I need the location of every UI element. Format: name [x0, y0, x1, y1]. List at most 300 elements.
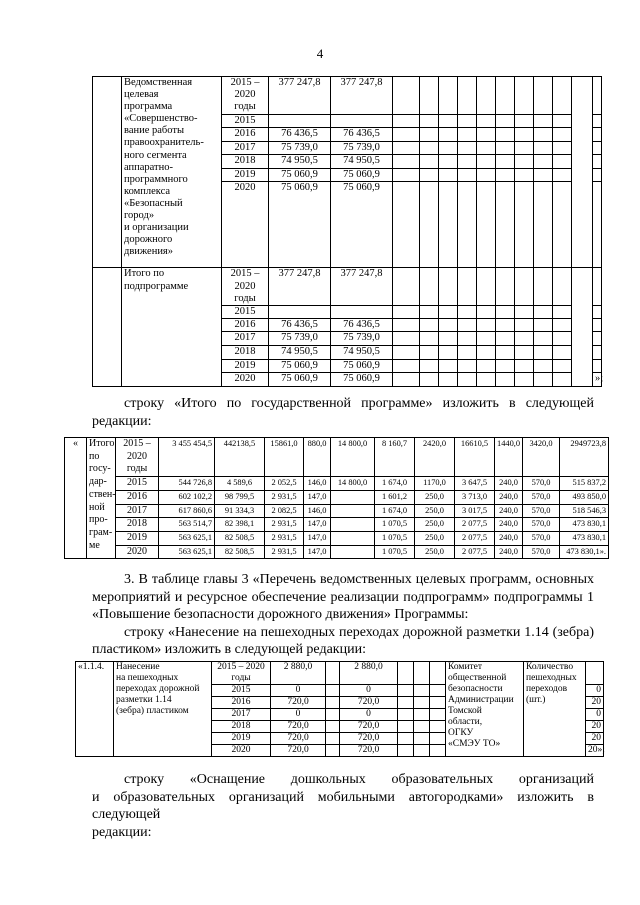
program-total-table	[64, 437, 609, 559]
empty-cell	[534, 346, 553, 360]
value-cell: 16610,5	[455, 438, 495, 477]
value-cell: 147,0	[304, 490, 331, 504]
row-name-line: «Безопасный	[124, 197, 183, 209]
empty-cell	[477, 155, 496, 169]
paragraph-chapter3: 3. В таблице главы 3 «Перечень ведомственных целевых программ, основных мероприятий и ресурсное обеспечение реализации подпрограмм» подпрограммы 1 «Повышение безопасности дорожного движения» Программы: строку «Нанесение на пешеходных переходах дорожной разметки 1.14 (зебра) пластиком» изложить в следующей редакции:	[92, 572, 594, 657]
empty-cell	[458, 115, 477, 128]
indicator-line: пешеходных	[526, 673, 577, 683]
value-cell: 3 713,0	[455, 490, 495, 504]
year-cell: 2017	[222, 332, 269, 346]
value-cell: 3 647,5	[455, 477, 495, 491]
indicator-cell	[572, 77, 593, 268]
empty-cell	[398, 733, 414, 745]
table-row	[65, 490, 609, 504]
row-name-line: госу-	[89, 463, 111, 475]
total-cell: 75 060,9	[269, 168, 331, 182]
value-cell	[331, 518, 375, 532]
paragraph-total-program: строку «Итого по государственной программе» изложить в следующей редакции:	[92, 396, 594, 429]
empty-cell	[515, 128, 534, 142]
year-cell: 2015	[222, 115, 269, 128]
table-row	[65, 477, 609, 491]
empty-cell	[439, 359, 458, 373]
empty-cell	[553, 168, 572, 182]
executor-line: ОГКУ	[448, 728, 474, 738]
empty-cell	[593, 305, 602, 318]
value-cell: 250,0	[415, 504, 455, 518]
empty-cell	[534, 128, 553, 142]
empty-cell	[553, 182, 572, 268]
value-cell: 570,0	[523, 490, 560, 504]
value-cell: 75 060,9	[331, 182, 393, 268]
empty-cell	[458, 77, 477, 115]
empty-cell	[553, 318, 572, 332]
year-cell: 2018	[222, 346, 269, 360]
row-name	[122, 77, 222, 268]
table-row	[65, 531, 609, 545]
empty-cell	[439, 168, 458, 182]
row-name-line: ствен-	[89, 488, 116, 500]
total-cell: 74 950,5	[269, 346, 331, 360]
empty-cell	[458, 332, 477, 346]
table-row	[93, 77, 602, 115]
empty-cell	[458, 141, 477, 155]
value-cell: 15861,0	[265, 438, 304, 477]
table-row	[65, 504, 609, 518]
value-cell: 146,0	[304, 504, 331, 518]
empty-cell	[477, 77, 496, 115]
row-name-line: комплекса	[124, 185, 171, 197]
row-name-line: вание работы	[124, 125, 185, 137]
empty-cell	[430, 709, 446, 721]
empty-cell	[534, 155, 553, 169]
empty-cell	[393, 155, 420, 169]
empty-cell	[326, 721, 340, 733]
value-cell: 1440,0	[495, 438, 523, 477]
empty-cell	[496, 115, 515, 128]
empty-cell	[414, 721, 430, 733]
value-cell: 1 674,0	[375, 477, 415, 491]
table-row	[76, 662, 604, 685]
empty-cell	[593, 141, 602, 155]
value-cell: 82 508,5	[215, 531, 265, 545]
value-cell: 2420,0	[415, 438, 455, 477]
value-cell	[331, 545, 375, 559]
value-cell: 544 726,8	[159, 477, 215, 491]
empty-cell	[414, 662, 430, 685]
value-cell: 570,0	[523, 477, 560, 491]
empty-cell	[414, 745, 430, 757]
year-cell: 2018	[222, 155, 269, 169]
empty-cell	[534, 141, 553, 155]
value-cell: 91 334,3	[215, 504, 265, 518]
empty-cell	[439, 268, 458, 305]
value-cell: 570,0	[523, 518, 560, 532]
value-cell: 2 052,5	[265, 477, 304, 491]
value-cell: 2 077,5	[455, 545, 495, 559]
empty-cell	[420, 268, 439, 305]
empty-cell	[439, 182, 458, 268]
value-cell: 82 398,1	[215, 518, 265, 532]
executor-line: Комитет	[448, 662, 483, 672]
end-cell: »;	[593, 373, 602, 387]
empty-cell	[414, 685, 430, 697]
year-cell: 2015 – 2020 годы	[116, 438, 159, 477]
empty-cell	[326, 662, 340, 685]
row-name-line: дорожного	[124, 234, 173, 246]
value-cell: 75 739,0	[331, 332, 393, 346]
total-cell: 75 060,9	[269, 373, 331, 387]
value-cell: 493 850,0	[560, 490, 609, 504]
empty-cell	[420, 346, 439, 360]
row-name-line: (зебра) пластиком	[116, 706, 189, 716]
empty-cell	[496, 168, 515, 182]
empty-cell	[398, 709, 414, 721]
year-cell: 2015 – 2020 годы	[212, 662, 271, 685]
value-cell: 240,0	[495, 504, 523, 518]
empty-cell	[515, 168, 534, 182]
empty-cell	[398, 685, 414, 697]
value-cell: 1 070,5	[375, 545, 415, 559]
empty-cell	[553, 141, 572, 155]
empty-cell	[439, 155, 458, 169]
empty-cell	[439, 318, 458, 332]
empty-cell	[393, 373, 420, 387]
year-cell: 2018	[116, 518, 159, 532]
empty-cell	[458, 373, 477, 387]
empty-cell	[534, 305, 553, 318]
year-cell: 2015 – 2020 годы	[222, 268, 269, 305]
empty-cell	[534, 268, 553, 305]
value-cell	[331, 531, 375, 545]
empty-cell	[496, 318, 515, 332]
empty-cell	[553, 359, 572, 373]
value-cell: 720,0	[340, 697, 398, 709]
empty-cell	[414, 697, 430, 709]
value-cell: 2 880,0	[340, 662, 398, 685]
executor-line: «СМЭУ ТО»	[448, 739, 501, 749]
value-cell: 2949723,8	[560, 438, 609, 477]
value-cell: 518 546,3	[560, 504, 609, 518]
empty-cell	[534, 318, 553, 332]
empty-cell	[458, 359, 477, 373]
empty-cell	[515, 182, 534, 268]
empty-cell	[393, 182, 420, 268]
value-cell: 2 077,5	[455, 518, 495, 532]
row-name-line: ной	[89, 501, 105, 513]
year-cell: 2015	[116, 477, 159, 491]
value-cell: 563 514,7	[159, 518, 215, 532]
row-name-line: Нанесение	[116, 662, 160, 672]
value-cell: 0	[340, 685, 398, 697]
value-cell: 1 070,5	[375, 531, 415, 545]
year-cell: 2020	[212, 745, 271, 757]
row-name-line: разметки 1.14	[116, 695, 172, 705]
empty-cell	[458, 182, 477, 268]
indicator-value: 0	[586, 685, 604, 697]
empty-cell	[593, 182, 602, 268]
total-cell: 76 436,5	[269, 318, 331, 332]
empty-cell	[477, 318, 496, 332]
total-cell: 2 880,0	[271, 662, 326, 685]
value-cell: 377 247,8	[331, 77, 393, 115]
value-cell: 82 508,5	[215, 545, 265, 559]
table-row	[65, 438, 609, 477]
empty-cell	[515, 77, 534, 115]
year-cell: 2019	[222, 168, 269, 182]
empty-cell	[439, 128, 458, 142]
value-cell: 442138,5	[215, 438, 265, 477]
indicator-value	[586, 662, 604, 685]
value-cell: 14 800,0	[331, 438, 375, 477]
empty-cell	[496, 359, 515, 373]
empty-cell	[393, 332, 420, 346]
value-cell: 563 625,1	[159, 545, 215, 559]
empty-cell	[593, 77, 602, 115]
empty-cell	[93, 268, 122, 386]
empty-cell	[414, 709, 430, 721]
empty-cell	[496, 77, 515, 115]
value-cell: 14 800,0	[331, 477, 375, 491]
indicator-value: 20	[586, 697, 604, 709]
year-cell: 2016	[116, 490, 159, 504]
empty-cell	[496, 332, 515, 346]
empty-cell	[420, 128, 439, 142]
empty-cell	[393, 128, 420, 142]
empty-cell	[534, 359, 553, 373]
row-name-line: целевая	[124, 89, 159, 101]
total-cell	[269, 305, 331, 318]
executor-line: области,	[448, 717, 483, 727]
empty-cell	[458, 268, 477, 305]
empty-cell	[553, 155, 572, 169]
executor-line: безопасности	[448, 684, 503, 694]
table-row	[93, 268, 602, 305]
empty-cell	[393, 77, 420, 115]
row-name-line: по	[89, 450, 100, 462]
open-quote: «	[65, 438, 87, 559]
year-cell: 2020	[116, 545, 159, 559]
value-cell: 240,0	[495, 545, 523, 559]
empty-cell	[534, 332, 553, 346]
value-cell: 880,0	[304, 438, 331, 477]
empty-cell	[477, 305, 496, 318]
empty-cell	[534, 182, 553, 268]
empty-cell	[326, 685, 340, 697]
empty-cell	[326, 697, 340, 709]
empty-cell	[593, 168, 602, 182]
empty-cell	[534, 168, 553, 182]
value-cell: 0	[340, 709, 398, 721]
indicator-cell	[524, 662, 586, 757]
empty-cell	[414, 733, 430, 745]
empty-cell	[458, 128, 477, 142]
empty-cell	[393, 168, 420, 182]
indicator-value: 20»;	[586, 745, 604, 757]
empty-cell	[430, 721, 446, 733]
total-cell: 377 247,8	[269, 268, 331, 305]
empty-cell	[420, 77, 439, 115]
empty-cell	[420, 359, 439, 373]
value-cell: 147,0	[304, 531, 331, 545]
empty-cell	[326, 709, 340, 721]
empty-cell	[420, 318, 439, 332]
empty-cell	[515, 141, 534, 155]
row-name-line: движения»	[124, 246, 174, 258]
empty-cell	[496, 182, 515, 268]
value-cell: 4 589,6	[215, 477, 265, 491]
empty-cell	[430, 745, 446, 757]
total-cell: 720,0	[271, 697, 326, 709]
value-cell: 570,0	[523, 545, 560, 559]
year-cell: 2016	[222, 128, 269, 142]
value-cell: 1 070,5	[375, 518, 415, 532]
value-cell: 2 082,5	[265, 504, 304, 518]
value-cell: 473 830,1».	[560, 545, 609, 559]
value-cell: 147,0	[304, 518, 331, 532]
year-cell: 2018	[212, 721, 271, 733]
row-name-line: ного сегмента	[124, 149, 187, 161]
value-cell: 3 017,5	[455, 504, 495, 518]
empty-cell	[398, 745, 414, 757]
value-cell: 473 830,1	[560, 518, 609, 532]
empty-cell	[420, 141, 439, 155]
total-cell: 0	[271, 709, 326, 721]
value-cell: 2 931,5	[265, 545, 304, 559]
empty-cell	[477, 373, 496, 387]
empty-cell	[496, 141, 515, 155]
executor-line: Томской	[448, 706, 482, 716]
zebra-marking-table	[75, 661, 604, 757]
empty-cell	[477, 268, 496, 305]
empty-cell	[458, 318, 477, 332]
executor-line: Администрации	[448, 695, 514, 705]
value-cell	[331, 305, 393, 318]
empty-cell	[477, 115, 496, 128]
value-cell: 720,0	[340, 721, 398, 733]
empty-cell	[593, 155, 602, 169]
empty-cell	[515, 155, 534, 169]
total-cell: 75 739,0	[269, 141, 331, 155]
empty-cell	[553, 373, 572, 387]
year-cell: 2016	[222, 318, 269, 332]
row-name-line: правоохранитель-	[124, 137, 204, 149]
total-cell: 75 060,9	[269, 359, 331, 373]
empty-cell	[398, 721, 414, 733]
value-cell: 1170,0	[415, 477, 455, 491]
empty-cell	[439, 332, 458, 346]
value-cell	[331, 504, 375, 518]
empty-cell	[393, 359, 420, 373]
indicator-cell	[572, 268, 593, 386]
value-cell: 250,0	[415, 490, 455, 504]
empty-cell	[420, 373, 439, 387]
value-cell: 240,0	[495, 477, 523, 491]
row-name-line: «Совершенство-	[124, 113, 198, 125]
year-cell: 2019	[212, 733, 271, 745]
empty-cell	[553, 332, 572, 346]
value-cell: 75 739,0	[331, 141, 393, 155]
empty-cell	[534, 115, 553, 128]
empty-cell	[477, 128, 496, 142]
value-cell: 570,0	[523, 531, 560, 545]
value-cell: 147,0	[304, 545, 331, 559]
executor-line: общественной	[448, 673, 507, 683]
value-cell: 3420,0	[523, 438, 560, 477]
row-name-line: и организации	[124, 222, 189, 234]
year-cell: 2015	[212, 685, 271, 697]
empty-cell	[420, 332, 439, 346]
empty-cell	[553, 128, 572, 142]
value-cell: 76 436,5	[331, 128, 393, 142]
empty-cell	[515, 332, 534, 346]
total-cell: 76 436,5	[269, 128, 331, 142]
empty-cell	[326, 745, 340, 757]
page-number: 4	[316, 46, 324, 61]
value-cell: 473 830,1	[560, 531, 609, 545]
empty-cell	[496, 128, 515, 142]
value-cell: 1 674,0	[375, 504, 415, 518]
year-cell: 2019	[116, 531, 159, 545]
empty-cell	[393, 268, 420, 305]
indicator-value: 20	[586, 721, 604, 733]
empty-cell	[93, 77, 122, 268]
empty-cell	[477, 359, 496, 373]
total-cell: 720,0	[271, 721, 326, 733]
row-name: Итого по подпрограмме	[122, 268, 222, 386]
empty-cell	[393, 305, 420, 318]
item-number: «1.1.4.	[76, 662, 114, 757]
empty-cell	[515, 346, 534, 360]
empty-cell	[393, 346, 420, 360]
empty-cell	[593, 332, 602, 346]
empty-cell	[439, 77, 458, 115]
empty-cell	[439, 305, 458, 318]
empty-cell	[593, 268, 602, 305]
empty-cell	[515, 359, 534, 373]
empty-cell	[430, 697, 446, 709]
empty-cell	[398, 697, 414, 709]
empty-cell	[477, 346, 496, 360]
value-cell: 617 860,6	[159, 504, 215, 518]
value-cell: 2 931,5	[265, 518, 304, 532]
empty-cell	[393, 318, 420, 332]
row-name-line: на пешеходных	[116, 673, 179, 683]
total-cell: 720,0	[271, 733, 326, 745]
empty-cell	[420, 305, 439, 318]
empty-cell	[496, 346, 515, 360]
empty-cell	[515, 115, 534, 128]
row-name-line: переходах дорожной	[116, 684, 200, 694]
value-cell: 76 436,5	[331, 318, 393, 332]
row-name-line: про-	[89, 514, 108, 526]
empty-cell	[553, 346, 572, 360]
row-name-line: аппаратно-	[124, 161, 174, 173]
total-cell: 0	[271, 685, 326, 697]
empty-cell	[430, 685, 446, 697]
table-row	[65, 518, 609, 532]
total-cell: 75 060,9	[269, 182, 331, 268]
empty-cell	[393, 115, 420, 128]
value-cell: 3 455 454,5	[159, 438, 215, 477]
row-name-line: программа	[124, 101, 173, 113]
empty-cell	[430, 662, 446, 685]
indicator-line: переходов	[526, 684, 568, 694]
value-cell: 720,0	[340, 745, 398, 757]
empty-cell	[477, 182, 496, 268]
value-cell: 240,0	[495, 518, 523, 532]
empty-cell	[593, 115, 602, 128]
value-cell: 563 625,1	[159, 531, 215, 545]
